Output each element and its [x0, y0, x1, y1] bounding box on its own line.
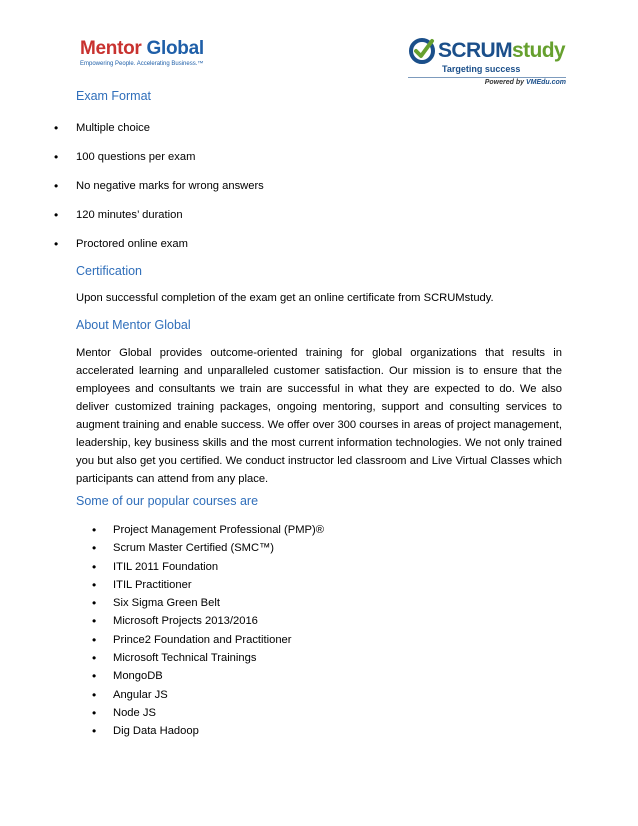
bullet-icon: •	[92, 596, 97, 611]
list-item-label: Project Management Professional (PMP)®	[113, 524, 324, 536]
list-item-label: Node JS	[113, 706, 156, 719]
list-item-label: Multiple choice	[76, 122, 150, 134]
bullet-icon: •	[92, 669, 97, 684]
about-heading: About Mentor Global	[76, 318, 191, 332]
checkmark-circle-icon	[408, 37, 436, 65]
bullet-icon: •	[92, 577, 97, 592]
list-item-label: Dig Data Hadoop	[113, 725, 199, 738]
list-item-label: Scrum Master Certified (SMC™)	[113, 542, 274, 555]
logo-word-mentor: Mentor	[80, 38, 142, 59]
list-item-label: Microsoft Projects 2013/2016	[113, 615, 258, 628]
mentor-global-wordmark	[80, 38, 210, 60]
bullet-icon: •	[54, 150, 59, 164]
bullet-icon: •	[92, 705, 97, 720]
exam-format-heading: Exam Format	[76, 89, 152, 103]
mentor-global-logo	[80, 38, 210, 78]
bullet-icon: •	[54, 237, 59, 251]
bullet-icon: •	[92, 541, 97, 556]
powered-by-line	[485, 79, 566, 86]
certification-heading: Certification	[76, 264, 142, 278]
logo-word-scrum: SCRUM	[438, 39, 512, 62]
list-item-label: Microsoft Technical Trainings	[113, 652, 257, 665]
certification-text: Upon successful completion of the exam get an online certificate from SCRUMstudy.	[76, 292, 494, 304]
list-item-label: Six Sigma Green Belt	[113, 597, 220, 610]
scrumstudy-logo	[408, 35, 568, 93]
bullet-icon: •	[92, 523, 97, 537]
bullet-icon: •	[92, 651, 97, 666]
list-item-label: MongoDB	[113, 670, 163, 683]
bullet-icon: •	[92, 724, 97, 739]
powered-by-prefix: Powered by	[484, 79, 526, 86]
bullet-icon: •	[54, 121, 59, 135]
list-item-label: 100 questions per exam	[76, 151, 196, 163]
list-item-label: ITIL Practitioner	[113, 578, 192, 591]
bullet-icon: •	[54, 179, 59, 193]
bullet-icon: •	[92, 632, 97, 647]
list-item-label: ITIL 2011 Foundation	[113, 560, 219, 573]
list-item-label: No negative marks for wrong answers	[76, 180, 264, 192]
list-item-label: 120 minutes’ duration	[76, 209, 183, 221]
scrumstudy-wordmark	[438, 37, 565, 65]
logo-word-study: study	[512, 39, 566, 62]
bullet-icon: •	[92, 687, 97, 702]
logo-word-global: Global	[146, 38, 204, 59]
bullet-icon: •	[92, 614, 97, 629]
list-item-label: Proctored online exam	[76, 238, 188, 250]
courses-heading: Some of our popular courses are	[76, 494, 259, 508]
bullet-icon: •	[92, 559, 97, 574]
mentor-global-tagline: Empowering People. Accelerating Business.™	[80, 61, 204, 67]
list-item-label: Prince2 Foundation and Practitioner	[113, 633, 292, 646]
powered-by-brand: VMEdu.com	[525, 79, 566, 86]
scrumstudy-tagline: Targeting success	[442, 64, 521, 74]
logo-divider	[408, 77, 566, 78]
about-paragraph: Mentor Global provides outcome-oriented training for global organizations that results in accelerated learning and unparalleled customer satisfaction. Our mission is to ensure that the employees and consultants we train are successful in what they are expected to do. We also deliver customized training packages, ongoing mentoring, support and consulting services to augment training and enable success. We offer over 300 courses in areas of project management, leadership, key business skills and the most current information technologies. We not only trained you but also get you certified. We conduct instructor led classroom and Live Virtual Classes which participants can attend from any place.	[76, 347, 562, 485]
bullet-icon: •	[54, 208, 59, 222]
list-item-label: Angular JS	[113, 688, 168, 701]
